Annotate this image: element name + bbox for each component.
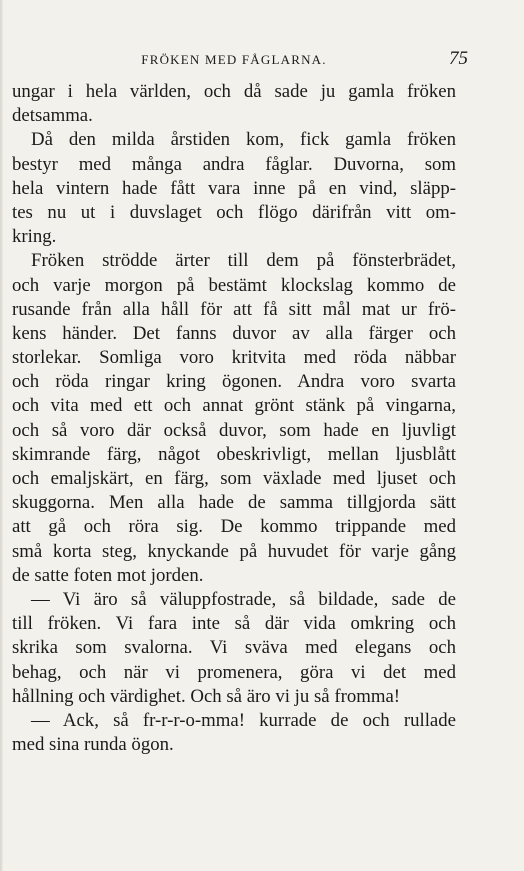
- text-line: kens händer. Det fanns duvor av alla färger och: [12, 322, 456, 344]
- text-line: Då den milda årstiden kom, fick gamla fröken: [31, 129, 456, 151]
- text-line: skimrande färg, något obeskrivligt, mellan ljusblått: [12, 443, 456, 465]
- text-line: och varje morgon på bestämt klockslag kommo de: [12, 274, 456, 296]
- text-line: ungar i hela världen, och då sade ju gamla fröken: [12, 81, 456, 102]
- text-line: de satte foten mot jorden.: [12, 564, 204, 586]
- text-line: kring.: [12, 226, 57, 248]
- text-line: detsamma.: [12, 105, 93, 127]
- text-line: storlekar. Somliga voro kritvita med röda näbbar: [12, 347, 456, 369]
- text-line: bestyr med många andra fåglar. Duvorna, som: [12, 153, 456, 175]
- text-line: rusande från alla håll för att få sitt mål mat ur frö-: [12, 298, 456, 320]
- text-line: behag, och när vi promenera, göra vi det med: [12, 661, 456, 683]
- text-line: med sina runda ögon.: [12, 734, 174, 756]
- page-number: 75: [449, 48, 468, 69]
- text-line: skuggorna. Men alla hade de samma tillgjorda sätt: [12, 492, 456, 514]
- text-line: skrika som svalorna. Vi sväva med elegans och: [12, 637, 456, 659]
- text-line: — Vi äro så väluppfostrade, så bildade, sade de: [31, 588, 456, 610]
- text-line: och vita med ett och annat grönt stänk på vingarna,: [12, 395, 456, 417]
- text-line: små korta steg, knyckande på huvudet för varje gång: [12, 540, 456, 562]
- page-edge-shadow: [0, 0, 3, 871]
- text-line: — Ack, så fr-r-r-o-mma! kurrade de och rullade: [31, 709, 456, 731]
- text-line: till fröken. Vi fara inte så där vida omkring och: [12, 613, 456, 635]
- text-line: hållning och värdighet. Och så äro vi ju så fromma!: [12, 685, 401, 707]
- body-text: [12, 80, 456, 757]
- text-line: tes nu ut i duvslaget och flögo därifrån vitt om-: [12, 201, 456, 223]
- running-title: FRÖKEN MED FÅGLARNA.: [141, 52, 327, 67]
- text-line: och emaljskärt, en färg, som växlade med ljuset och: [12, 468, 456, 489]
- text-line: att gå och röra sig. De kommo trippande med: [12, 516, 456, 538]
- text-line: och röda ringar kring ögonen. Andra voro svarta: [12, 371, 456, 393]
- text-line: Fröken strödde ärter till dem på fönsterbrädet,: [31, 250, 456, 272]
- text-line: hela vintern hade fått vara inne på en vind, släpp-: [12, 177, 456, 199]
- text-line: och så voro där också duvor, som hade en ljuvligt: [12, 419, 456, 441]
- page-header: [12, 48, 468, 72]
